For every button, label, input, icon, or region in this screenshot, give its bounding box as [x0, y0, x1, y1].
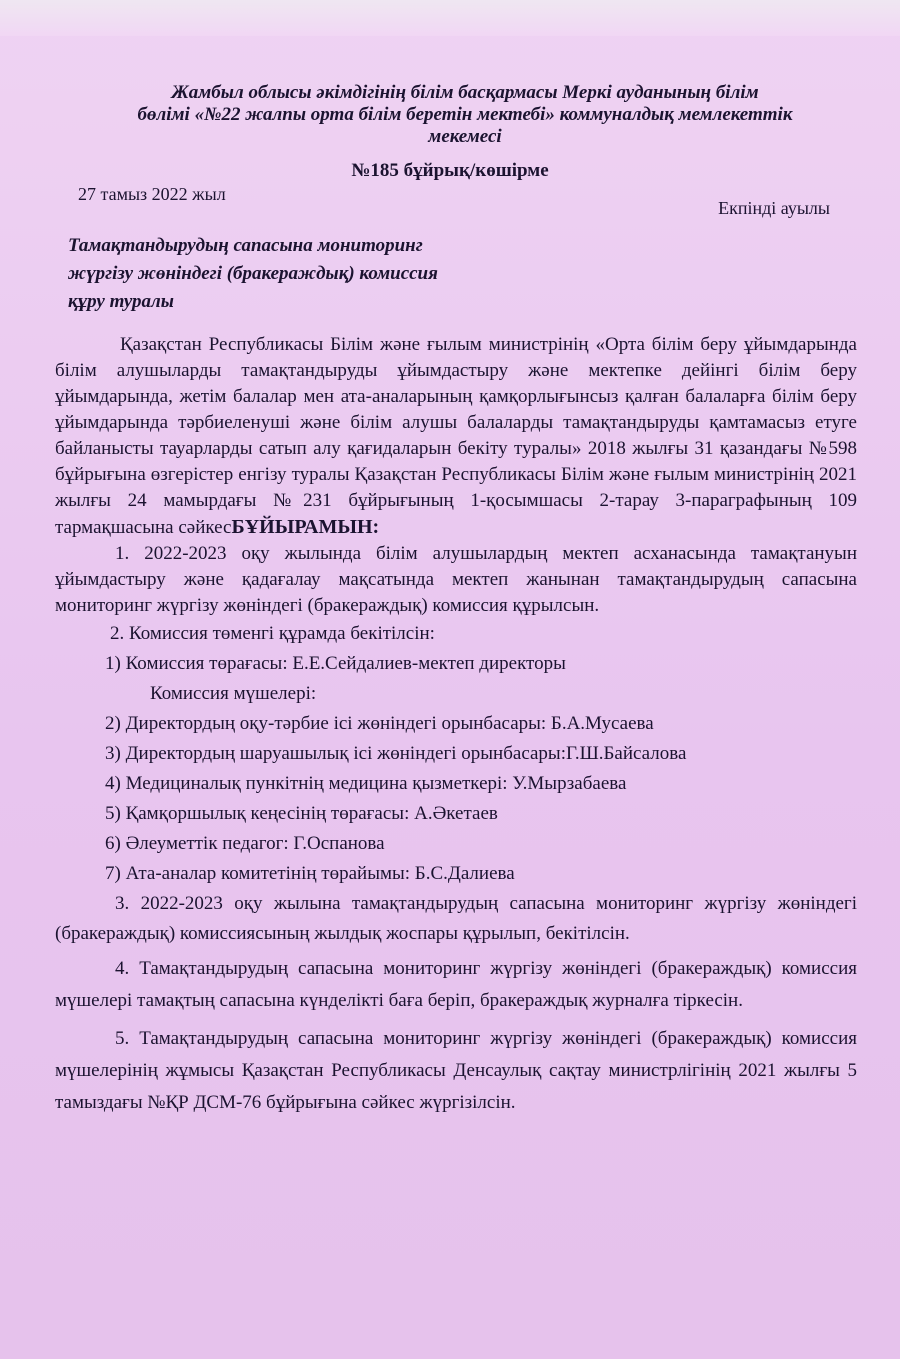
- item-4: 4. Тамақтандырудың сапасына мониторинг жүргізу жөніндегі (бракераждық) комиссия мүшелері тамақтың сапасына күнделікті баға беріп, бракераждық журналға тіркесін.: [55, 958, 857, 1011]
- item-3: 3. 2022-2023 оқу жылына тамақтандырудың сапасына мониторинг жүргізу жөніндегі (бракераждық) комиссиясының жылдық жоспары құрылып, бекітілсін.: [55, 893, 857, 944]
- item-1: 1. 2022-2023 оқу жылында білім алушылардың мектеп асханасында тамақтануын ұйымдастыру және қадағалау мақсатында мектеп жанынан тамақтандырудың сапасына мониторинг жүргізу жөніндегі (бракераждық) комиссия құрылсын.: [55, 543, 857, 616]
- subject-line-1: Тамақтандырудың сапасына мониторинг: [68, 235, 423, 256]
- member-3: 3) Директордың шаруашылық ісі жөніндегі орынбасары:Г.Ш.Байсалова: [105, 743, 687, 764]
- organization-header: [70, 82, 860, 148]
- command-word: БҰЙЫРАМЫН:: [231, 516, 380, 538]
- order-subject: [68, 232, 588, 316]
- page-top-edge: [0, 0, 900, 36]
- member-chair: 1) Комиссия төрағасы: Е.Е.Сейдалиев-мектеп директоры: [105, 653, 566, 674]
- intro-text: Қазақстан Республикасы Білім және ғылым министрінің «Орта білім беру ұйымдарында білім алушыларды тамақтандыруды ұйымдастыру және мектепке дейінгі білім беру ұйымдарында, жетім балалар мен ата-аналарының қамқорлығынсыз қалған балаларға білім беру ұйымдарында тәрбиеленуші және білім алушы балаларды тамақтандыруды қамтамасыз етуге байланысты тауарларды сатып алу қағидаларын бекіту туралы» 2018 жылғы 31 қазандағы №598 бұйрығына өзгерістер енгізу туралы Қазақстан Республикасы Білім және ғылым министрінің 2021 жылғы 24 мамырдағы №231 бұйрығының 1-қосымшасы 2-тарау 3-параграфының 109 тармақшасына сәйкес: [55, 334, 857, 538]
- member-4: 4) Медициналық пункітнің медицина қызметкері: У.Мырзабаева: [105, 773, 627, 794]
- subject-line-2: жүргізу жөніндегі (бракераждық) комиссия: [68, 263, 438, 284]
- member-7: 7) Ата-аналар комитетінің төрайымы: Б.С.Далиева: [105, 863, 515, 884]
- member-2: 2) Директордың оқу-тәрбие ісі жөніндегі орынбасары: Б.А.Мусаева: [105, 713, 654, 734]
- member-5: 5) Қамқоршылық кеңесінің төрағасы: А.Әкетаев: [105, 803, 498, 824]
- commission-list: [55, 619, 857, 889]
- org-line-2: бөлімі «№22 жалпы орта білім беретін мектебі» коммуналдық мемлекеттік: [137, 104, 793, 125]
- org-line-3: мекемесі: [428, 126, 502, 147]
- members-title: Комиссия мүшелері:: [150, 683, 317, 704]
- order-number: №185 бұйрық/көшірме: [351, 160, 549, 181]
- order-date: 27 тамыз 2022 жыл: [78, 184, 226, 204]
- order-body: [55, 332, 857, 1119]
- member-6: 6) Әлеуметтік педагог: Г.Оспанова: [105, 833, 385, 854]
- org-line-1: Жамбыл облысы әкімдігінің білім басқармасы Меркі ауданының білім: [171, 82, 759, 103]
- intro-paragraph: [55, 332, 857, 541]
- order-place: Екпінді ауылы: [718, 198, 830, 218]
- subject-line-3: құру туралы: [68, 291, 174, 312]
- item-5: 5. Тамақтандырудың сапасына мониторинг жүргізу жөніндегі (бракераждық) комиссия мүшелерінің жұмысы Қазақстан Республикасы Денсаулық сақтау министрлігінің 2021 жылғы 5 тамыздағы №ҚР ДСМ-76 бұйрығына сәйкес жүргізілсін.: [55, 1028, 857, 1113]
- item-2: 2. Комиссия төменгі құрамда бекітілсін:: [110, 623, 435, 644]
